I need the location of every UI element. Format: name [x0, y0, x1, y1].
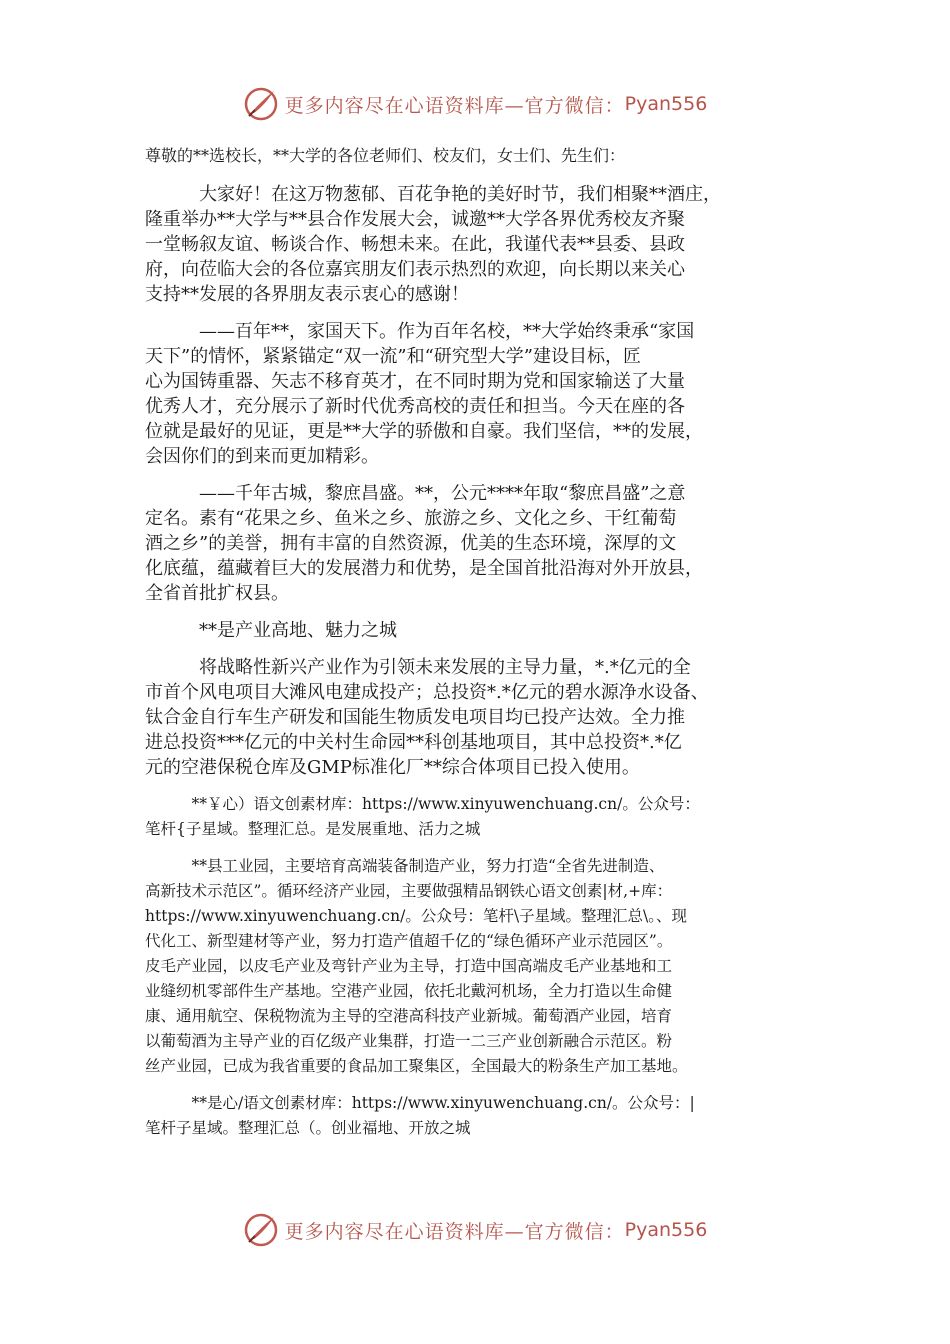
quill-logo-icon	[243, 1212, 279, 1248]
paragraph: 将战略性新兴产业作为引领未来发展的主导力量，*.*亿元的全 市首个风电项目大滩风电建成投产；总投资*.*亿元的碧水源净水设备、 钛合金自行车生产研发和国能生物质发电项目均已投产达效。全力推 进总投资***亿元的中关村生命园**科创基地项目，其中总投资*.*亿 元的空港保税仓库及GMP标准化厂**综合体项目已投入使用。	[145, 657, 709, 778]
section-heading: **是产业高地、魅力之城	[145, 620, 397, 641]
paragraph: ——百年**，家国天下。作为百年名校，**大学始终秉承“家国 天下”的情怀，紧紧锚定“双一流”和“研究型大学”建设目标，匠 心为国铸重器、矢志不移育英才，在不同时期为党和国家输送了大量 优秀人才，充分展示了新时代优秀高校的责任和担当。今天在座的各 位就是最好的见证，更是**大学的骄傲和自豪。我们坚信，**的发展， 会因你们的到来而更加精彩。	[145, 321, 703, 467]
paragraph: **￥心）语文创素材库：https://www.xinyuwenchuang.cn/。公众号： 笔杆{子星域。整理汇总。是发展重地、活力之城	[145, 795, 700, 838]
paragraph: 大家好！在这万物葱郁、百花争艳的美好时节，我们相聚**酒庄， 隆重举办**大学与**县合作发展大会，诚邀**大学各界优秀校友齐聚 一堂畅叙友谊、畅谈合作、畅想未来。在此，我谨代表**县委、县政 府，向莅临大会的各位嘉宾朋友们表示热烈的欢迎，向长期以来关心 支持**发展的各界朋友表示衷心的感谢！	[145, 184, 721, 305]
document-body	[145, 143, 815, 1153]
header-banner	[0, 84, 950, 124]
paragraph: ——千年古城，黎庶昌盛。**，公元****年取“黎庶昌盛”之意 定名。素有“花果之乡、鱼米之乡、旅游之乡、文化之乡、干红葡萄 酒之乡”的美誉，拥有丰富的自然资源，优美的生态环境，深厚的文 化底蕴，蕴藏着巨大的发展潜力和优势，是全国首批沿海对外开放县， 全省首批扩权县。	[145, 483, 703, 604]
banner-wechat-id: Pyan556	[624, 1219, 708, 1241]
footer-banner	[0, 1210, 950, 1250]
paragraph: **县工业园，主要培育高端装备制造产业，努力打造“全省先进制造、 高新技术示范区”。循环经济产业园，主要做强精品钢铁心语文创素|材,+库： https://www.xinyuwenchuang.cn/。公众号：笔杆\子星域。整理汇总\。、现 代化工、新型建材等产业，努力打造产值超千亿的“绿色循环产业示范园区”。 皮毛产业园，以皮毛产业及弯针产业为主导，打造中国高端皮毛产业基地和工 业缝纫机零部件生产基地。空港产业园，依托北戴河机场，全力打造以生命健 康、通用航空、保税物流为主导的空港高科技产业新城。葡萄酒产业园，培育 以葡萄酒为主导产业的百亿级产业集群，打造一二三产业创新融合示范区。粉 丝产业园，已成为我省重要的食品加工聚集区，全国最大的粉条生产加工基地。	[145, 857, 688, 1075]
banner-text: 更多内容尽在心语资料库—官方微信：	[284, 1220, 625, 1243]
salutation: 尊敬的**选校长，**大学的各位老师们、校友们，女士们、先生们：	[145, 146, 626, 165]
paragraph: **是心/语文创素材库：https://www.xinyuwenchuang.cn/。公众号：| 笔杆子星域。整理汇总（。创业福地、开放之城	[145, 1094, 695, 1137]
banner-text: 更多内容尽在心语资料库—官方微信：	[284, 94, 625, 117]
quill-logo-icon	[243, 86, 279, 122]
banner-wechat-id: Pyan556	[624, 93, 708, 115]
